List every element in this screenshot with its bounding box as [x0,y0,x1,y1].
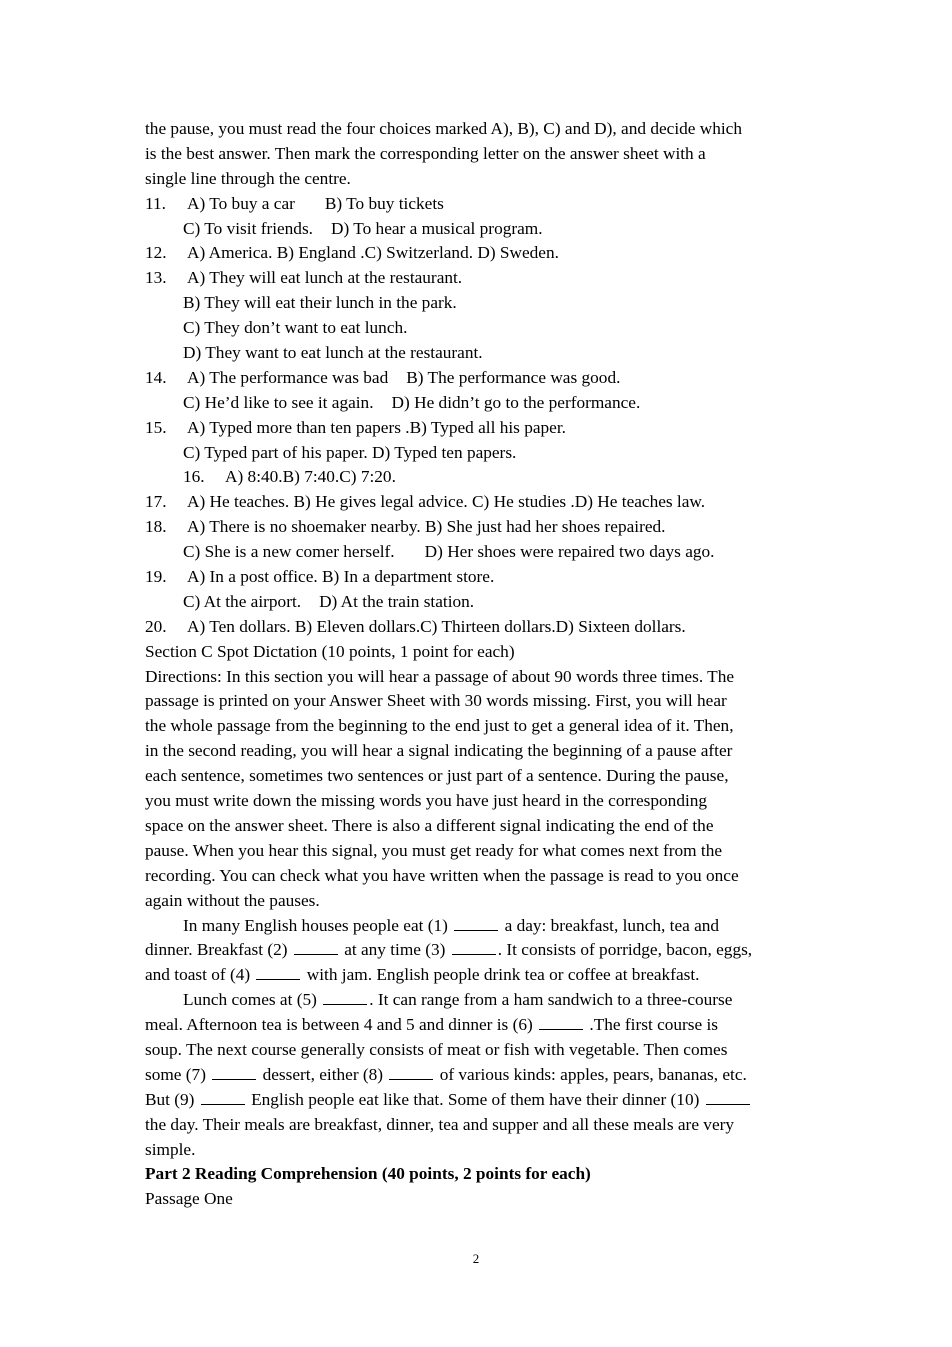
question-11-cd: C) To visit friends. D) To hear a musical program. [183,218,543,238]
page-number: 2 [472,1251,480,1266]
blank-5 [323,990,367,1005]
question-12: 12. A) America. B) England .C) Switzerland. D) Sweden. [145,243,559,263]
passage-line: the day. Their meals are breakfast, dinner, tea and supper and all these meals are very [145,1114,735,1134]
question-11: 11. A) To buy a car B) To buy tickets [145,193,444,213]
directions-line: the whole passage from the beginning to the end just to get a general idea of it. Then, [145,716,734,736]
question-14: 14. A) The performance was bad B) The performance was good. [145,367,621,387]
question-13-c: C) They don’t want to eat lunch. [183,318,408,338]
question-13-b: B) They will eat their lunch in the park. [183,293,457,313]
question-13: 13. A) They will eat lunch at the restaurant. [145,268,463,288]
directions-line: passage is printed on your Answer Sheet with 30 words missing. First, you will hear [145,691,727,711]
directions-line: each sentence, sometimes two sentences or just part of a sentence. During the pause, [145,766,729,786]
blank-3 [452,940,496,955]
blank-7 [212,1065,256,1080]
intro-line: the pause, you must read the four choices marked A), B), C) and D), and decide which [145,119,742,138]
question-18: 18. A) There is no shoemaker nearby. B) She just had her shoes repaired. [145,517,666,537]
question-14-cd: C) He’d like to see it again. D) He didn’t go to the performance. [183,392,641,412]
section-c-title: Section C Spot Dictation (10 points, 1 point for each) [145,641,515,661]
directions-line: recording. You can check what you have written when the passage is read to you once [145,865,739,885]
passage-line: simple. [145,1139,196,1159]
question-15: 15. A) Typed more than ten papers .B) Typed all his paper. [145,417,566,437]
question-17: 17. A) He teaches. B) He gives legal advice. C) He studies .D) He teaches law. [145,492,706,512]
document-page [145,117,820,1212]
question-20: 20. A) Ten dollars. B) Eleven dollars.C) Thirteen dollars.D) Sixteen dollars. [145,616,686,636]
question-19: 19. A) In a post office. B) In a department store. [145,567,495,587]
blank-8 [389,1065,433,1080]
passage-line: soup. The next course generally consists of meat or fish with vegetable. Then comes [145,1039,728,1059]
directions-line: in the second reading, you will hear a signal indicating the beginning of a pause after [145,741,733,761]
directions-line: again without the pauses. [145,890,320,910]
passage-line: In many English houses people eat (1) a day: breakfast, lunch, tea and [183,915,720,935]
blank-2 [294,940,338,955]
passage-one-heading: Passage One [145,1189,233,1209]
question-18-cd: C) She is a new comer herself. D) Her shoes were repaired two days ago. [183,542,715,562]
blank-9 [201,1090,245,1105]
directions-line: you must write down the missing words you have just heard in the corresponding [145,791,708,811]
passage-line: Lunch comes at (5) . It can range from a ham sandwich to a three-course [183,990,733,1010]
intro-line: single line through the centre. [145,168,351,188]
blank-6 [539,1015,583,1030]
passage-line: But (9) English people eat like that. Some of them have their dinner (10) [145,1088,820,1113]
intro-line: is the best answer. Then mark the corresponding letter on the answer sheet with a [145,143,706,163]
blank-10 [706,1090,750,1105]
passage-line: meal. Afternoon tea is between 4 and 5 and dinner is (6) .The first course is [145,1015,719,1035]
directions-line: Directions: In this section you will hear a passage of about 90 words three times. The [145,666,735,686]
directions-line: space on the answer sheet. There is also a different signal indicating the end of the [145,815,714,835]
passage-line: dinner. Breakfast (2) at any time (3) . It consists of porridge, bacon, eggs, [145,940,753,960]
blank-4 [256,965,300,980]
question-16: 16. A) 8:40.B) 7:40.C) 7:20. [183,467,396,487]
question-19-cd: C) At the airport. D) At the train station. [183,591,475,611]
question-15-cd: C) Typed part of his paper. D) Typed ten papers. [183,442,517,462]
directions-line: pause. When you hear this signal, you must get ready for what comes next from the [145,840,723,860]
passage-line: and toast of (4) with jam. English people drink tea or coffee at breakfast. [145,965,700,985]
part2-title: Part 2 Reading Comprehension (40 points, 2 points for each) [145,1164,591,1184]
passage-line: some (7) dessert, either (8) of various kinds: apples, pears, bananas, etc. [145,1064,747,1084]
blank-1 [454,916,498,931]
question-13-d: D) They want to eat lunch at the restaurant. [183,343,483,363]
